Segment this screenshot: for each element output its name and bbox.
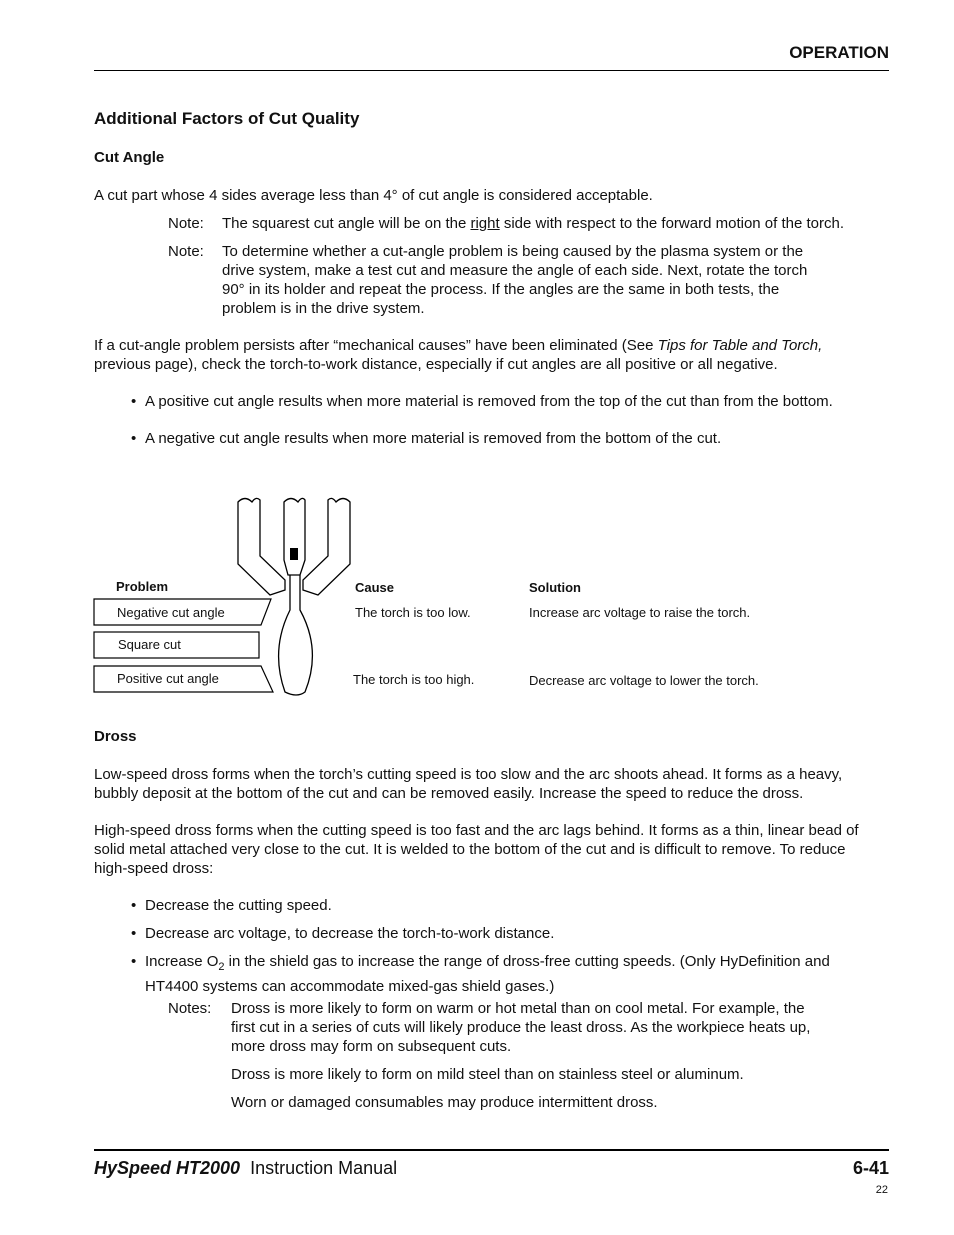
dross-note-line: Dross is more likely to form on warm or hot metal than on cool metal. For example, the: [231, 1000, 805, 1017]
problem-positive: Positive cut angle: [117, 671, 219, 686]
page-title: Additional Factors of Cut Quality: [94, 109, 360, 128]
col-problem: Problem: [116, 579, 169, 594]
dross-p1-line: bubbly deposit at the bottom of the cut and can be removed easily. Increase the speed to reduce the dross.: [94, 785, 804, 802]
torch-nozzle: [284, 498, 305, 575]
dross-note-line: more dross may form on subsequent cuts.: [231, 1038, 512, 1055]
torch-left-shield: [238, 498, 285, 595]
dross-low-speed-paragraph: [94, 765, 842, 803]
note-2-line: 90° in its holder and repeat the process. If the angles are the same in both tests, the: [222, 281, 780, 298]
bullet-negative-angle: A negative cut angle results when more material is removed from the bottom of the cut.: [145, 430, 722, 447]
para-text: If a cut-angle problem persists after “mechanical causes” have been eliminated (See: [94, 337, 658, 354]
bullet-dot: •: [131, 430, 137, 447]
cut-angle-heading: Cut Angle: [94, 149, 165, 166]
solution-lower: Decrease arc voltage to lower the torch.: [529, 673, 759, 688]
dross-note-line: first cut in a series of cuts will likely produce the least dross. As the workpiece heats up,: [231, 1019, 811, 1036]
footer-page-number: 6-41: [852, 1158, 889, 1178]
torch-right-shield: [303, 498, 350, 595]
bullet-decrease-speed: Decrease the cutting speed.: [145, 897, 332, 914]
bullet-o2-text: Increase O: [145, 953, 219, 970]
note-1-text: The squarest cut angle will be on the: [222, 215, 471, 232]
note-2-line: problem is in the drive system.: [222, 300, 425, 317]
header-section-title: OPERATION: [789, 43, 889, 62]
subscript-2: 2: [218, 961, 225, 973]
footer-brand: HySpeed HT2000: [94, 1158, 241, 1178]
dross-p2-line: High-speed dross forms when the cutting speed is too fast and the arc lags behind. It forms as a thin, linear bead of: [94, 822, 859, 839]
cut-kerf-shape: [279, 575, 313, 695]
para-text-line-2: previous page), check the torch-to-work distance, especially if cut angles are all positive or all negative.: [94, 356, 778, 373]
bullet-dot: •: [131, 953, 137, 970]
notes-label: Notes:: [168, 1000, 212, 1017]
dross-note-1: [231, 999, 810, 1056]
bullet-o2-text-end: in the shield gas to increase the range of dross-free cutting speeds. (Only HyDefinition and: [224, 953, 830, 970]
dross-note-2: Dross is more likely to form on mild steel than on stainless steel or aluminum.: [231, 1066, 744, 1083]
note-label-2: Note:: [168, 243, 204, 260]
para-italic-ref: Tips for Table and Torch,: [657, 337, 823, 354]
dross-p1-line: Low-speed dross forms when the torch’s cutting speed is too slow and the arc shoots ahead. It forms as a heavy,: [94, 766, 843, 783]
dross-p2-line: high-speed dross:: [94, 860, 214, 877]
note-2-line: To determine whether a cut-angle problem is being caused by the plasma system or the: [222, 243, 804, 260]
bullet-o2-line-2: HT4400 systems can accommodate mixed-gas shield gases.): [145, 978, 555, 995]
note-1-text-end: side with respect to the forward motion of the torch.: [499, 215, 845, 232]
bullet-positive-angle: A positive cut angle results when more material is removed from the top of the cut than from the bottom.: [145, 393, 833, 410]
cause-too-low: The torch is too low.: [355, 605, 471, 620]
dross-p2-line: solid metal attached very close to the cut. It is welded to the bottom of the cut and is difficult to remove. To reduce: [94, 841, 846, 858]
problem-square: Square cut: [118, 637, 181, 652]
bullet-dot: •: [131, 393, 137, 410]
solution-raise: Increase arc voltage to raise the torch.: [529, 605, 751, 620]
torch-electrode: [290, 548, 298, 560]
cut-angle-intro: A cut part whose 4 sides average less than 4° of cut angle is considered acceptable.: [94, 187, 653, 204]
col-cause: Cause: [355, 580, 395, 595]
note-2: [222, 242, 807, 318]
dross-heading: Dross: [94, 728, 137, 745]
dross-note-3: Worn or damaged consumables may produce intermittent dross.: [231, 1094, 658, 1111]
cut-angle-paragraph: [94, 336, 822, 374]
bullet-increase-o2: [145, 952, 830, 996]
dross-high-speed-paragraph: [94, 821, 859, 878]
bullet-decrease-voltage: Decrease arc voltage, to decrease the torch-to-work distance.: [145, 925, 555, 942]
note-label-1: Note:: [168, 215, 204, 232]
bullet-dot: •: [131, 897, 137, 914]
note-1-underline: right: [470, 215, 500, 232]
bullet-dot: •: [131, 925, 137, 942]
problem-negative: Negative cut angle: [117, 605, 225, 620]
col-solution: Solution: [529, 580, 581, 595]
header-rule: [94, 70, 889, 71]
footer-sheet-number: 22: [875, 1184, 888, 1196]
note-2-line: drive system, make a test cut and measure the angle of each side. Next, rotate the torch: [222, 262, 808, 279]
note-1: [222, 214, 844, 233]
footer-manual: Instruction Manual: [250, 1158, 398, 1178]
footer-manual-title: [94, 1158, 397, 1179]
cause-too-high: The torch is too high.: [353, 672, 475, 687]
footer-rule: [94, 1149, 889, 1151]
